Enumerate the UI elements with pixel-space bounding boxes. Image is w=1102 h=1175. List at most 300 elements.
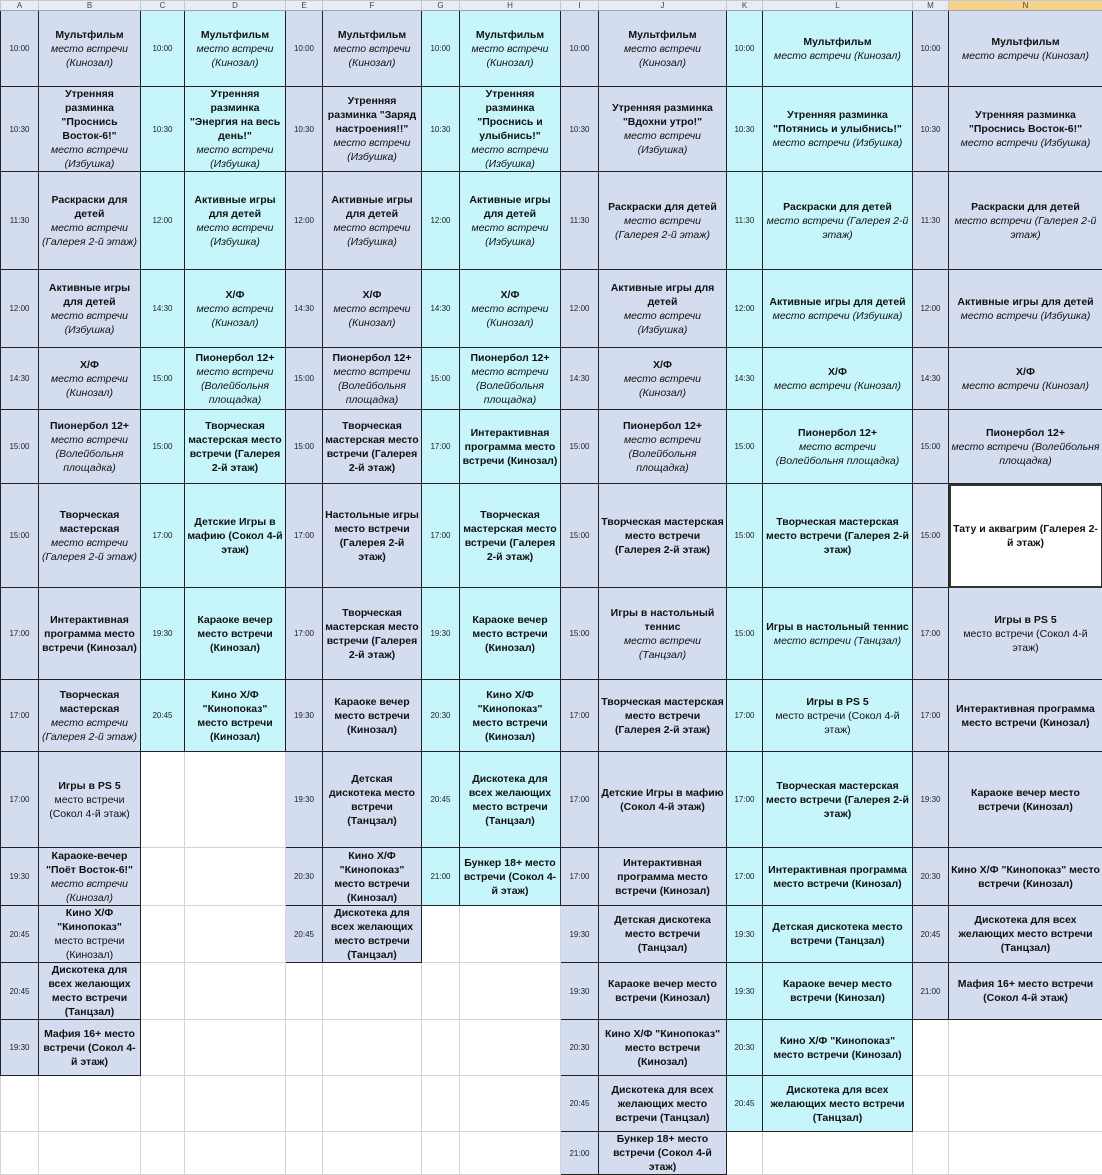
time-cell[interactable]: 10:30 [727,87,763,172]
event-content [599,786,726,814]
time-cell[interactable]: 15:00 [561,410,599,484]
empty-cell[interactable] [422,1132,460,1175]
time-cell[interactable]: 11:30 [561,172,599,270]
empty-cell[interactable] [460,906,561,963]
schedule-row [1,588,1102,680]
event-cell[interactable] [949,270,1102,348]
event-cell[interactable] [323,752,422,848]
time-cell[interactable]: 15:00 [727,588,763,680]
event-cell[interactable] [185,172,286,270]
event-title: Настольные игры место встречи (Галерея 2-й этаж) [325,509,419,563]
empty-cell[interactable] [39,1076,141,1132]
event-cell[interactable] [599,680,727,752]
event-content [39,963,140,1019]
event-place: место встречи (Сокол 4-й этаж) [775,710,899,736]
event-content [949,863,1102,891]
column-header-i[interactable]: I [561,1,599,11]
time-cell[interactable]: 19:30 [141,588,185,680]
empty-cell[interactable] [949,1020,1102,1076]
time-cell[interactable]: 21:00 [422,848,460,906]
time-cell[interactable]: 12:00 [561,270,599,348]
event-content [39,419,140,475]
time-cell[interactable]: 17:00 [561,680,599,752]
event-cell[interactable] [460,270,561,348]
column-header-n[interactable]: N [949,1,1102,11]
event-cell[interactable] [949,588,1102,680]
time-cell[interactable]: 11:30 [727,172,763,270]
empty-cell[interactable] [185,963,286,1020]
event-place: место встречи (Кинозал) [962,380,1089,392]
event-cell[interactable] [323,848,422,906]
empty-cell[interactable] [185,906,286,963]
time-cell[interactable]: 19:30 [286,680,323,752]
event-cell[interactable] [949,87,1102,172]
time-cell[interactable]: 20:45 [727,1076,763,1132]
time-cell[interactable]: 20:30 [561,1020,599,1076]
event-title: Творческая мастерская место встречи (Галерея 2-й этаж) [325,607,418,661]
event-cell[interactable] [460,410,561,484]
time-cell[interactable]: 19:30 [422,588,460,680]
event-content [599,358,726,400]
empty-cell[interactable] [422,1076,460,1132]
event-title: Х/Ф [653,359,672,371]
empty-cell[interactable] [323,1076,422,1132]
event-cell[interactable] [763,963,913,1020]
time-cell[interactable]: 19:30 [561,963,599,1020]
event-cell[interactable] [599,1076,727,1132]
event-cell[interactable] [763,348,913,410]
event-cell[interactable] [39,752,141,848]
column-header-j[interactable]: J [599,1,727,11]
event-cell-selected[interactable] [949,484,1102,588]
event-content [949,613,1102,655]
time-cell[interactable]: 19:30 [1,1020,39,1076]
time-cell[interactable]: 10:00 [913,11,949,87]
event-place: место встречи (Кинозал) [55,935,125,961]
event-place: место встречи (Танцзал) [624,635,701,661]
time-cell[interactable]: 10:00 [422,11,460,87]
event-title: Активные игры для детей [49,282,130,308]
time-cell[interactable]: 14:30 [727,348,763,410]
time-cell[interactable]: 10:00 [141,11,185,87]
event-title: Интерактивная программа место встречи (Кинозал) [42,614,137,654]
column-header-h[interactable]: H [460,1,561,11]
time-cell[interactable]: 21:00 [913,963,949,1020]
event-content [599,419,726,475]
empty-cell[interactable] [1,1132,39,1175]
empty-cell[interactable] [185,1020,286,1076]
time-cell[interactable]: 15:00 [141,348,185,410]
event-cell[interactable] [39,172,141,270]
event-cell[interactable] [460,848,561,906]
event-title: Дискотека для всех желающих место встречи (Танцзал) [612,1084,714,1124]
time-cell[interactable]: 15:00 [561,484,599,588]
time-cell[interactable]: 20:30 [422,680,460,752]
empty-cell[interactable] [286,1132,323,1175]
time-cell[interactable]: 17:00 [913,588,949,680]
event-cell[interactable] [460,172,561,270]
event-cell[interactable] [39,588,141,680]
event-content [185,193,285,249]
column-header-m[interactable]: M [913,1,949,11]
event-content [39,87,140,171]
empty-cell[interactable] [913,1132,949,1175]
event-cell[interactable] [599,348,727,410]
time-cell[interactable]: 19:30 [913,752,949,848]
time-cell[interactable]: 15:00 [1,410,39,484]
event-cell[interactable] [323,87,422,172]
event-title: Детская дискотека место встречи (Танцзал) [614,914,711,954]
event-cell[interactable] [763,1076,913,1132]
event-place: место встречи (Кинозал) [51,878,128,904]
time-cell[interactable]: 10:30 [141,87,185,172]
time-cell[interactable]: 14:30 [1,348,39,410]
time-cell[interactable]: 14:30 [913,348,949,410]
time-cell[interactable]: 14:30 [422,270,460,348]
time-cell[interactable]: 17:00 [1,680,39,752]
event-title: Х/Ф [80,359,99,371]
event-cell[interactable] [323,270,422,348]
event-cell[interactable] [39,680,141,752]
event-content [763,695,912,737]
event-cell[interactable] [39,906,141,963]
event-cell[interactable] [949,11,1102,87]
empty-cell[interactable] [727,1132,763,1175]
time-cell[interactable]: 19:30 [727,963,763,1020]
event-title: Творческая мастерская место встречи (Галерея 2-й этаж) [188,420,281,474]
column-header-l[interactable]: L [763,1,913,11]
event-content [323,28,421,70]
time-cell[interactable]: 12:00 [1,270,39,348]
time-cell[interactable]: 17:00 [727,680,763,752]
empty-cell[interactable] [286,963,323,1020]
event-title: Бункер 18+ место встречи (Сокол 4-й этаж) [613,1133,712,1173]
event-cell[interactable] [39,484,141,588]
event-cell[interactable] [949,172,1102,270]
event-cell[interactable] [39,11,141,87]
event-content [460,772,560,828]
event-cell[interactable] [599,172,727,270]
event-cell[interactable] [599,270,727,348]
empty-cell[interactable] [185,1132,286,1175]
time-cell[interactable]: 20:45 [422,752,460,848]
event-cell[interactable] [185,348,286,410]
event-cell[interactable] [39,963,141,1020]
time-cell[interactable]: 12:00 [422,172,460,270]
event-place: место встречи (Избушка) [773,137,903,149]
time-cell[interactable]: 12:00 [286,172,323,270]
event-cell[interactable] [763,11,913,87]
time-cell[interactable]: 15:00 [141,410,185,484]
time-cell[interactable]: 20:45 [561,1076,599,1132]
event-cell[interactable] [460,752,561,848]
event-cell[interactable] [763,906,913,963]
empty-cell[interactable] [422,963,460,1020]
event-cell[interactable] [949,752,1102,848]
event-place: место встречи (Волейбольня площадка) [624,434,701,474]
event-title: Кино Х/Ф "Кинопоказ" место встречи (Кинозал) [773,1035,901,1061]
column-header-a[interactable]: A [1,1,39,11]
time-cell[interactable]: 15:00 [727,484,763,588]
empty-cell[interactable] [323,1020,422,1076]
event-content [185,28,285,70]
time-cell[interactable]: 10:30 [286,87,323,172]
time-cell[interactable]: 17:00 [727,848,763,906]
event-cell[interactable] [599,1132,727,1175]
event-content [323,351,421,407]
time-cell[interactable]: 10:00 [561,11,599,87]
event-content [323,695,421,737]
event-cell[interactable] [185,87,286,172]
event-cell[interactable] [763,270,913,348]
event-cell[interactable] [599,906,727,963]
time-cell[interactable]: 15:00 [286,410,323,484]
time-cell[interactable]: 10:30 [913,87,949,172]
time-cell[interactable]: 10:00 [286,11,323,87]
time-cell[interactable]: 21:00 [561,1132,599,1175]
empty-cell[interactable] [286,1076,323,1132]
time-cell[interactable]: 15:00 [422,348,460,410]
event-cell[interactable] [599,963,727,1020]
column-header-g[interactable]: G [422,1,460,11]
time-cell[interactable]: 15:00 [913,410,949,484]
event-cell[interactable] [39,270,141,348]
time-cell[interactable]: 14:30 [561,348,599,410]
event-title: Детская дискотека место встречи (Танцзал) [329,773,415,827]
event-title: Кино Х/Ф "Кинопоказ" место встречи (Кинозал) [472,689,547,743]
time-cell[interactable]: 15:00 [1,484,39,588]
event-cell[interactable] [763,484,913,588]
event-cell[interactable] [763,410,913,484]
event-cell[interactable] [949,348,1102,410]
schedule-row [1,680,1102,752]
event-cell[interactable] [185,588,286,680]
event-cell[interactable] [599,11,727,87]
empty-cell[interactable] [141,963,185,1020]
event-title: Дискотека для всех желающих место встречи (Танцзал) [331,907,413,961]
event-cell[interactable] [949,680,1102,752]
empty-cell[interactable] [460,1076,561,1132]
empty-cell[interactable] [141,906,185,963]
event-cell[interactable] [949,906,1102,963]
event-cell[interactable] [323,11,422,87]
event-cell[interactable] [323,588,422,680]
event-content [949,977,1102,1005]
event-title: Караоке вечер место встречи (Кинозал) [197,614,272,654]
time-cell[interactable]: 10:00 [1,11,39,87]
event-place: место встречи (Кинозал) [624,373,701,399]
time-cell[interactable]: 20:45 [1,906,39,963]
time-cell[interactable]: 10:30 [422,87,460,172]
empty-cell[interactable] [39,1132,141,1175]
time-cell[interactable]: 20:45 [141,680,185,752]
empty-cell[interactable] [185,752,286,848]
event-title: Творческая мастерская место встречи (Галерея 2-й этаж) [463,509,556,563]
event-cell[interactable] [949,848,1102,906]
empty-cell[interactable] [949,1076,1102,1132]
event-cell[interactable] [599,1020,727,1076]
time-cell[interactable]: 14:30 [286,270,323,348]
time-cell[interactable]: 11:30 [1,172,39,270]
event-cell[interactable] [763,680,913,752]
event-cell[interactable] [763,87,913,172]
event-cell[interactable] [185,11,286,87]
event-content [460,87,560,171]
time-cell[interactable]: 10:30 [1,87,39,172]
time-cell[interactable]: 15:00 [286,348,323,410]
event-place: место встречи (Избушка) [196,222,273,248]
time-cell[interactable]: 19:30 [1,848,39,906]
time-cell[interactable]: 12:00 [727,270,763,348]
column-header-e[interactable]: E [286,1,323,11]
event-cell[interactable] [185,410,286,484]
empty-cell[interactable] [460,1132,561,1175]
time-cell[interactable]: 17:00 [286,484,323,588]
event-content [763,920,912,948]
event-cell[interactable] [185,484,286,588]
event-cell[interactable] [599,87,727,172]
event-cell[interactable] [460,348,561,410]
time-cell[interactable]: 20:30 [727,1020,763,1076]
time-cell[interactable]: 15:00 [727,410,763,484]
empty-cell[interactable] [949,1132,1102,1175]
empty-cell[interactable] [460,1020,561,1076]
event-cell[interactable] [949,963,1102,1020]
event-cell[interactable] [185,680,286,752]
event-cell[interactable] [323,680,422,752]
event-cell[interactable] [323,348,422,410]
event-cell[interactable] [763,172,913,270]
empty-cell[interactable] [141,1132,185,1175]
column-header-f[interactable]: F [323,1,422,11]
empty-cell[interactable] [460,963,561,1020]
event-cell[interactable] [39,348,141,410]
time-cell[interactable]: 17:00 [1,752,39,848]
time-cell[interactable]: 20:30 [286,848,323,906]
time-cell[interactable]: 10:00 [727,11,763,87]
time-cell[interactable]: 19:30 [727,906,763,963]
event-title: Мультфильм [201,29,269,41]
empty-cell[interactable] [323,1132,422,1175]
event-content [323,906,421,962]
time-cell[interactable]: 11:30 [913,172,949,270]
event-cell[interactable] [323,906,422,963]
event-cell[interactable] [39,410,141,484]
empty-cell[interactable] [141,848,185,906]
event-cell[interactable] [460,11,561,87]
time-cell[interactable]: 17:00 [141,484,185,588]
event-content [185,515,285,557]
empty-cell[interactable] [286,1020,323,1076]
event-title: Кино Х/Ф "Кинопоказ" место встречи (Кинозал) [951,864,1100,890]
empty-cell[interactable] [141,752,185,848]
event-cell[interactable] [763,588,913,680]
event-cell[interactable] [460,484,561,588]
empty-cell[interactable] [913,1020,949,1076]
event-cell[interactable] [323,410,422,484]
event-cell[interactable] [599,752,727,848]
empty-cell[interactable] [422,1020,460,1076]
empty-cell[interactable] [763,1132,913,1175]
event-cell[interactable] [323,484,422,588]
time-cell[interactable]: 20:45 [913,906,949,963]
empty-cell[interactable] [1,1076,39,1132]
event-title: Творческая мастерская [60,689,120,715]
event-cell[interactable] [460,680,561,752]
event-place: место встречи (Кинозал) [333,43,410,69]
event-place: место встречи (Сокол 4-й этаж) [49,794,130,820]
time-cell[interactable]: 17:00 [727,752,763,848]
event-title: Интерактивная программа место встречи (Кинозал) [615,857,710,897]
time-cell[interactable]: 20:30 [913,848,949,906]
column-header-b[interactable]: B [39,1,141,11]
event-cell[interactable] [323,172,422,270]
time-cell[interactable]: 17:00 [561,752,599,848]
event-title: Кино Х/Ф "Кинопоказ" место встречи (Кинозал) [605,1028,720,1068]
event-cell[interactable] [763,1020,913,1076]
time-cell[interactable]: 19:30 [561,906,599,963]
time-cell[interactable]: 15:00 [913,484,949,588]
time-cell[interactable]: 20:45 [1,963,39,1020]
empty-cell[interactable] [185,848,286,906]
time-cell[interactable]: 19:30 [286,752,323,848]
time-cell[interactable]: 15:00 [561,588,599,680]
empty-cell[interactable] [913,1076,949,1132]
event-title: Тату и аквагрим (Галерея 2-й этаж) [953,523,1098,549]
column-header-d[interactable]: D [185,1,286,11]
time-cell[interactable]: 17:00 [1,588,39,680]
event-title: Караоке-вечер "Поёт Восток-6!" [46,850,133,876]
event-cell[interactable] [39,1020,141,1076]
time-cell[interactable]: 20:45 [286,906,323,963]
event-cell[interactable] [599,588,727,680]
time-cell[interactable]: 14:30 [141,270,185,348]
time-cell[interactable]: 17:00 [422,484,460,588]
event-cell[interactable] [39,87,141,172]
time-cell[interactable]: 12:00 [141,172,185,270]
event-content [460,856,560,898]
column-header-k[interactable]: K [727,1,763,11]
event-content [39,193,140,249]
event-cell[interactable] [599,848,727,906]
event-cell[interactable] [185,270,286,348]
event-cell[interactable] [763,848,913,906]
time-cell[interactable]: 12:00 [913,270,949,348]
time-cell[interactable]: 17:00 [561,848,599,906]
time-cell[interactable]: 10:30 [561,87,599,172]
event-cell[interactable] [39,848,141,906]
empty-cell[interactable] [323,963,422,1020]
time-cell[interactable]: 17:00 [286,588,323,680]
column-header-c[interactable]: C [141,1,185,11]
event-cell[interactable] [460,588,561,680]
empty-cell[interactable] [422,906,460,963]
event-title: Активные игры для детей [957,296,1093,308]
event-cell[interactable] [599,484,727,588]
empty-cell[interactable] [141,1076,185,1132]
event-title: Творческая мастерская место встречи (Галерея 2-й этаж) [325,420,418,474]
time-cell[interactable]: 17:00 [422,410,460,484]
empty-cell[interactable] [141,1020,185,1076]
event-place: место встречи (Избушка) [196,144,273,170]
event-place: место встречи (Избушка) [51,310,128,336]
time-cell[interactable]: 17:00 [913,680,949,752]
event-cell[interactable] [599,410,727,484]
event-cell[interactable] [460,87,561,172]
event-cell[interactable] [763,752,913,848]
empty-cell[interactable] [185,1076,286,1132]
event-cell[interactable] [949,410,1102,484]
